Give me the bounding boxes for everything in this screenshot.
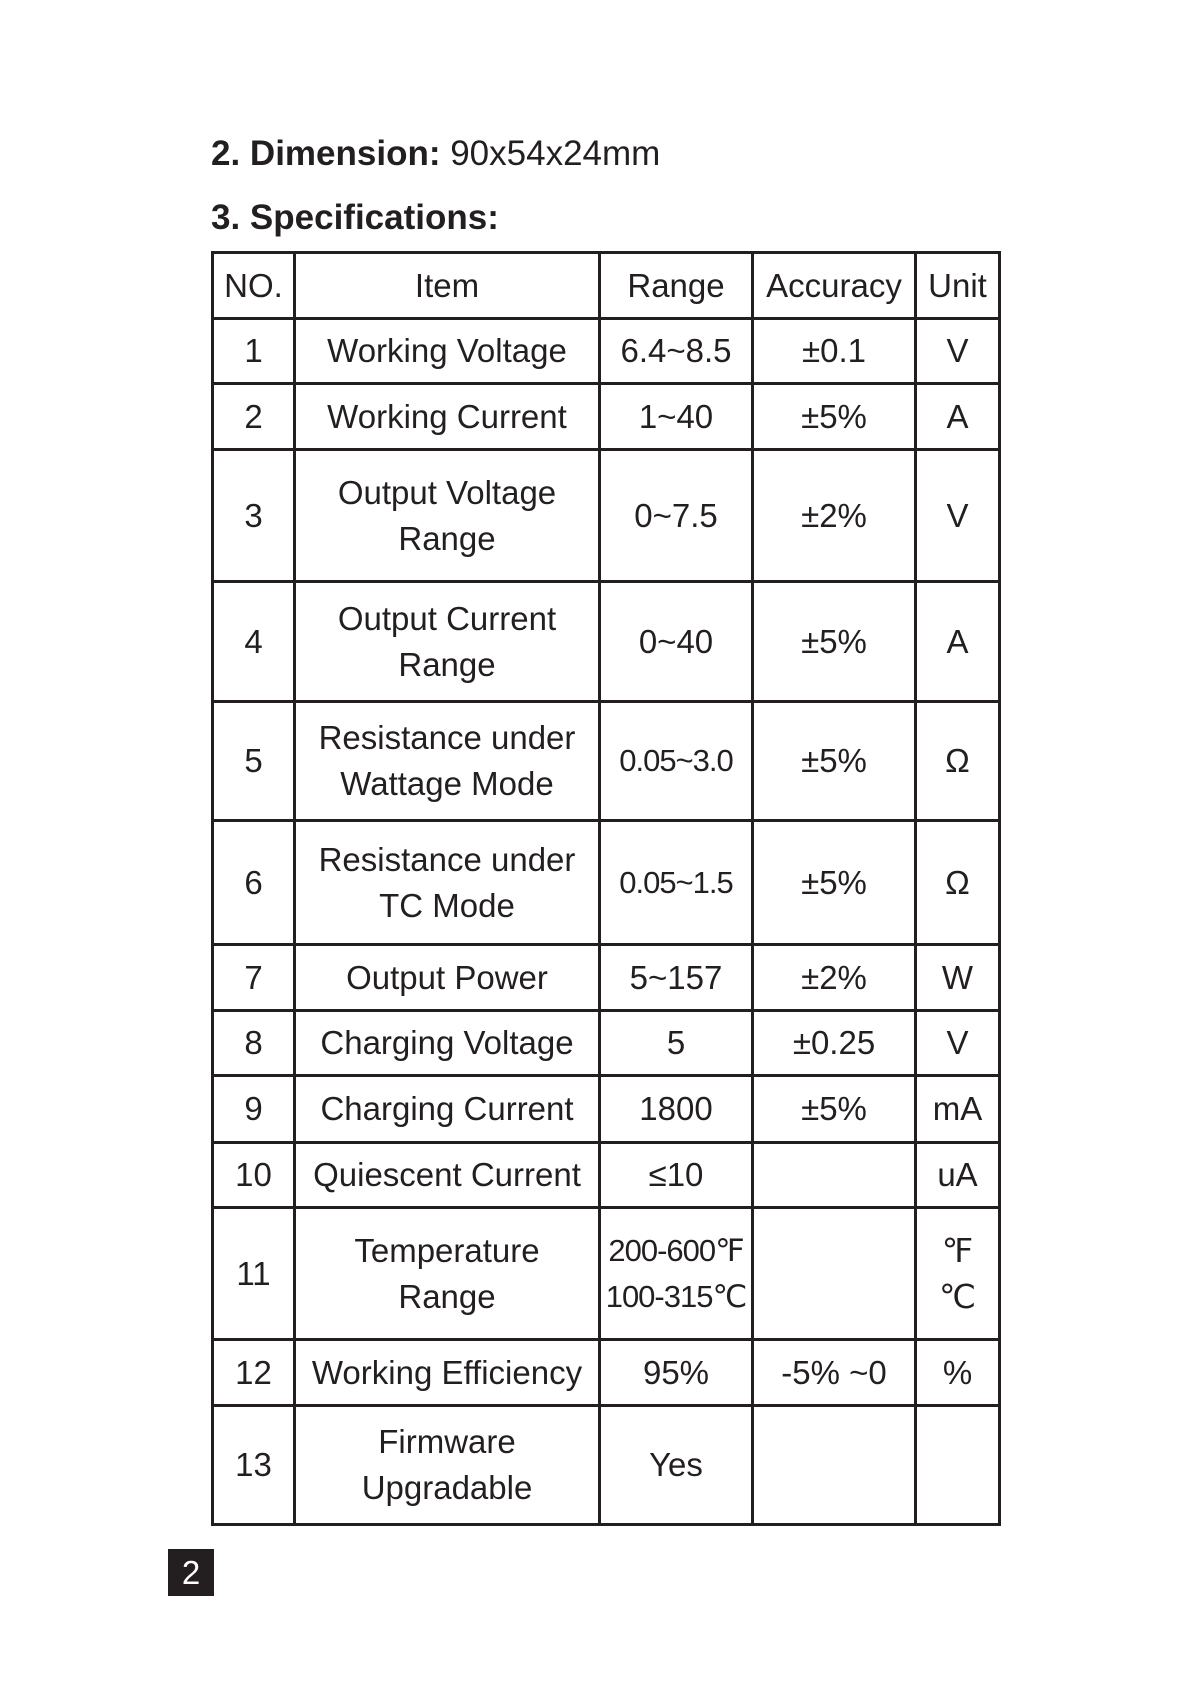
cell-item: Resistance under Wattage Mode <box>295 702 600 821</box>
cell-no: 3 <box>213 450 295 582</box>
cell-unit: A <box>916 582 1000 702</box>
cell-item: Output Current Range <box>295 582 600 702</box>
cell-unit: V <box>916 319 1000 384</box>
cell-range: 6.4~8.5 <box>600 319 753 384</box>
cell-item: Charging Current <box>295 1076 600 1143</box>
specifications-table <box>211 251 1001 1526</box>
table-row <box>213 702 1000 821</box>
cell-no: 8 <box>213 1011 295 1076</box>
cell-range: 95% <box>600 1340 753 1406</box>
cell-accuracy: ±0.1 <box>753 319 916 384</box>
cell-range: 1~40 <box>600 384 753 450</box>
cell-no: 2 <box>213 384 295 450</box>
cell-unit: V <box>916 1011 1000 1076</box>
cell-accuracy: ±5% <box>753 582 916 702</box>
table-row <box>213 1076 1000 1143</box>
cell-no: 10 <box>213 1143 295 1208</box>
cell-unit: A <box>916 384 1000 450</box>
cell-no: 5 <box>213 702 295 821</box>
table-row <box>213 821 1000 945</box>
cell-range: 0~7.5 <box>600 450 753 582</box>
table-row <box>213 450 1000 582</box>
cell-accuracy: ±5% <box>753 821 916 945</box>
cell-range: 200-600℉ 100-315℃ <box>600 1208 753 1340</box>
table-row <box>213 1143 1000 1208</box>
cell-unit: Ω <box>916 821 1000 945</box>
table-row <box>213 1208 1000 1340</box>
cell-range: 0~40 <box>600 582 753 702</box>
cell-unit: % <box>916 1340 1000 1406</box>
header-item: Item <box>295 253 600 319</box>
table-row <box>213 1406 1000 1525</box>
cell-item: Working Current <box>295 384 600 450</box>
cell-no: 6 <box>213 821 295 945</box>
cell-item: Working Voltage <box>295 319 600 384</box>
cell-accuracy <box>753 1406 916 1525</box>
cell-item: Working Efficiency <box>295 1340 600 1406</box>
cell-no: 1 <box>213 319 295 384</box>
cell-accuracy: ±5% <box>753 1076 916 1143</box>
cell-accuracy: ±0.25 <box>753 1011 916 1076</box>
cell-item: Quiescent Current <box>295 1143 600 1208</box>
dimension-heading <box>211 134 660 174</box>
table-row <box>213 1011 1000 1076</box>
cell-range: ≤10 <box>600 1143 753 1208</box>
cell-range: Yes <box>600 1406 753 1525</box>
cell-unit: Ω <box>916 702 1000 821</box>
cell-item: Temperature Range <box>295 1208 600 1340</box>
header-range: Range <box>600 253 753 319</box>
cell-no: 9 <box>213 1076 295 1143</box>
specifications-heading <box>211 198 499 238</box>
cell-range: 0.05~1.5 <box>600 821 753 945</box>
table-row <box>213 319 1000 384</box>
cell-unit: V <box>916 450 1000 582</box>
cell-item: Firmware Upgradable <box>295 1406 600 1525</box>
page-number: 2 <box>168 1549 214 1596</box>
specifications-label: 3. Specifications: <box>211 198 499 237</box>
cell-unit <box>916 1406 1000 1525</box>
header-no: NO. <box>213 253 295 319</box>
cell-no: 4 <box>213 582 295 702</box>
cell-range: 5~157 <box>600 945 753 1011</box>
header-accuracy: Accuracy <box>753 253 916 319</box>
cell-item: Output Power <box>295 945 600 1011</box>
cell-item: Resistance under TC Mode <box>295 821 600 945</box>
table-row <box>213 1340 1000 1406</box>
table-header-row <box>213 253 1000 319</box>
cell-accuracy: ±5% <box>753 384 916 450</box>
cell-no: 11 <box>213 1208 295 1340</box>
dimension-value: 90x54x24mm <box>440 134 661 173</box>
cell-accuracy: ±2% <box>753 945 916 1011</box>
cell-accuracy <box>753 1143 916 1208</box>
cell-no: 13 <box>213 1406 295 1525</box>
dimension-label: 2. Dimension: <box>211 134 441 173</box>
cell-range: 0.05~3.0 <box>600 702 753 821</box>
table-row <box>213 582 1000 702</box>
cell-range: 1800 <box>600 1076 753 1143</box>
cell-accuracy: ±5% <box>753 702 916 821</box>
cell-no: 12 <box>213 1340 295 1406</box>
cell-item: Output Voltage Range <box>295 450 600 582</box>
cell-unit: ℉ ℃ <box>916 1208 1000 1340</box>
cell-range: 5 <box>600 1011 753 1076</box>
cell-accuracy: ±2% <box>753 450 916 582</box>
cell-unit: W <box>916 945 1000 1011</box>
cell-item: Charging Voltage <box>295 1011 600 1076</box>
table-row <box>213 945 1000 1011</box>
cell-accuracy: -5% ~0 <box>753 1340 916 1406</box>
cell-no: 7 <box>213 945 295 1011</box>
cell-unit: mA <box>916 1076 1000 1143</box>
cell-accuracy <box>753 1208 916 1340</box>
cell-unit: uA <box>916 1143 1000 1208</box>
header-unit: Unit <box>916 253 1000 319</box>
table-row <box>213 384 1000 450</box>
